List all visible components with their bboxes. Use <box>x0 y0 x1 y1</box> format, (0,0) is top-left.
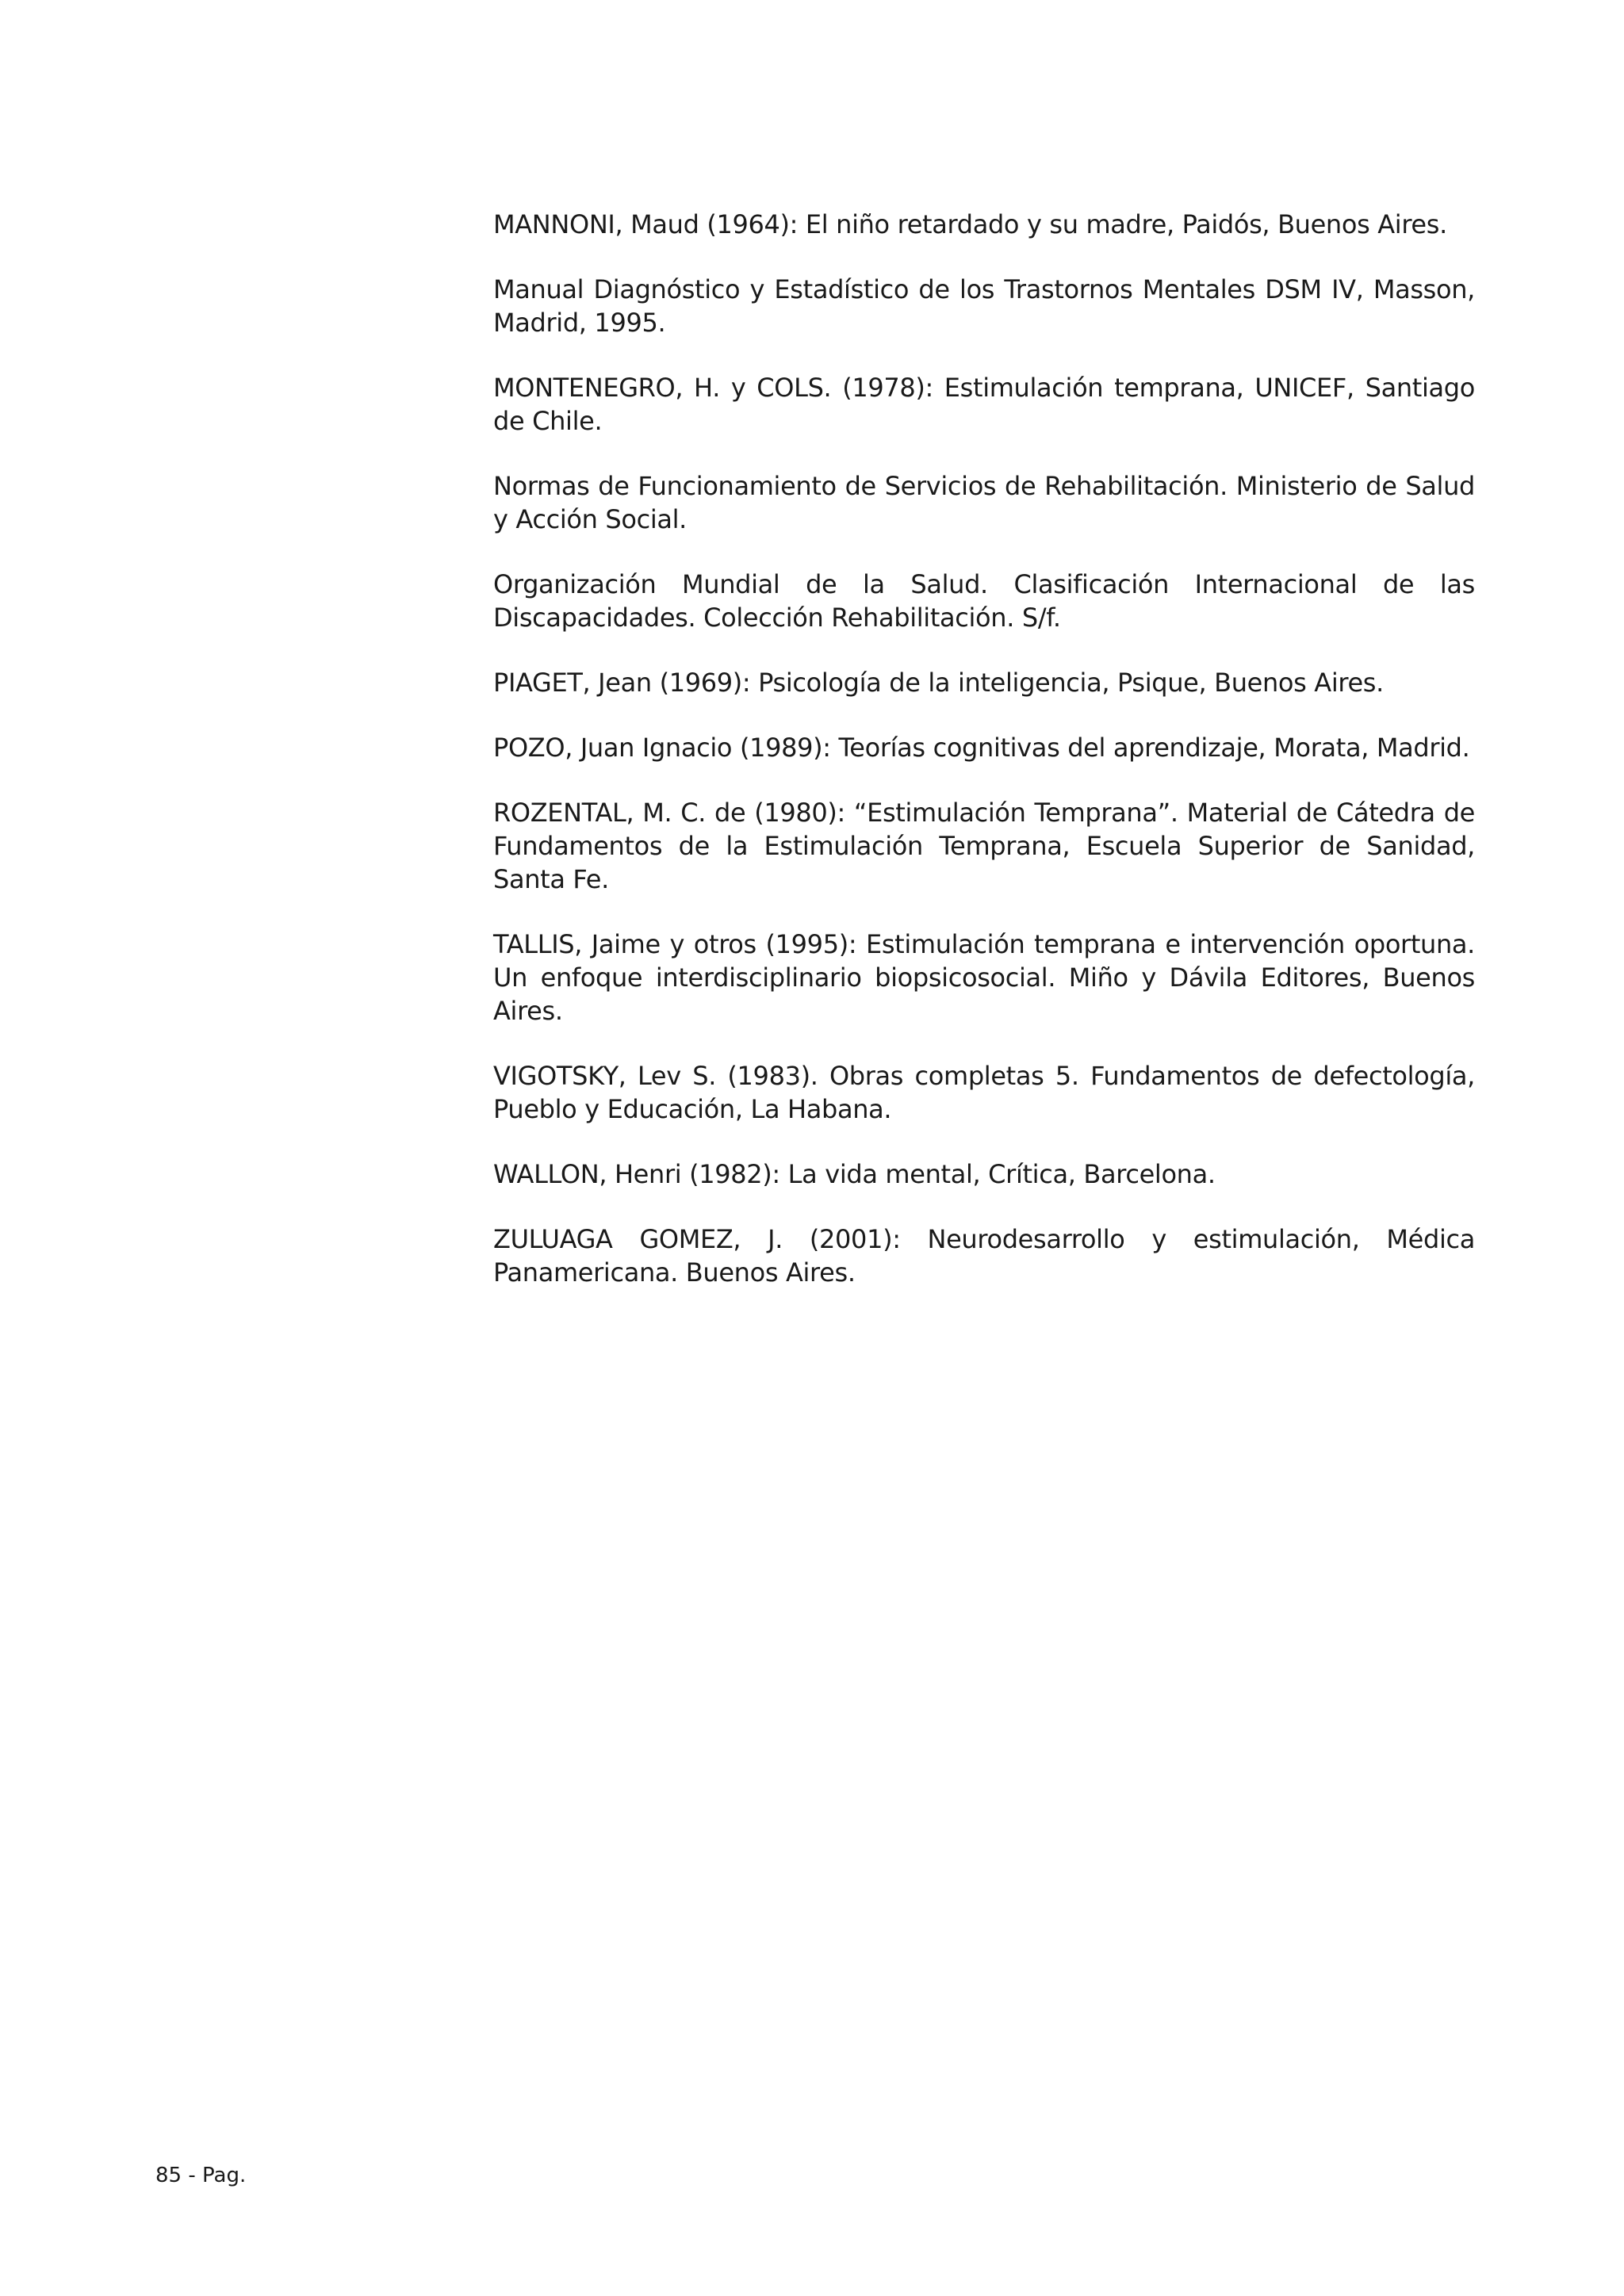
reference-entry: Normas de Funcionamiento de Servicios de Rehabilitación. Ministerio de Salud y Acción Social. <box>493 471 1475 534</box>
reference-entry: ZULUAGA GOMEZ, J. (2001): Neurodesarrollo y estimulación, Médica Panamericana. Buenos Aires. <box>493 1224 1475 1288</box>
reference-entry: WALLON, Henri (1982): La vida mental, Crítica, Barcelona. <box>493 1159 1216 1189</box>
reference-list <box>493 208 1475 1321</box>
reference-entry: Organización Mundial de la Salud. Clasificación Internacional de las Discapacidades. Colección Rehabilitación. S/f. <box>493 569 1475 633</box>
reference-entry: VIGOTSKY, Lev S. (1983). Obras completas 5. Fundamentos de defectología, Pueblo y Educación, La Habana. <box>493 1061 1475 1124</box>
reference-entry: PIAGET, Jean (1969): Psicología de la inteligencia, Psique, Buenos Aires. <box>493 668 1384 698</box>
reference-entry: MONTENEGRO, H. y COLS. (1978): Estimulación temprana, UNICEF, Santiago de Chile. <box>493 373 1475 436</box>
reference-entry: TALLIS, Jaime y otros (1995): Estimulación temprana e intervención oportuna. Un enfoque interdisciplinario biopsicosocial. Miño y Dávila Editores, Buenos Aires. <box>493 929 1475 1026</box>
reference-entry: Manual Diagnóstico y Estadístico de los Trastornos Mentales DSM IV, Masson, Madrid, 1995. <box>493 274 1475 338</box>
reference-entry: ROZENTAL, M. C. de (1980): “Estimulación Temprana”. Material de Cátedra de Fundamentos de la Estimulación Temprana, Escuela Superior de Sanidad, Santa Fe. <box>493 798 1475 894</box>
reference-entry: POZO, Juan Ignacio (1989): Teorías cognitivas del aprendizaje, Morata, Madrid. <box>493 733 1470 763</box>
page-number: 85 - Pag. <box>155 2164 247 2187</box>
reference-entry: MANNONI, Maud (1964): El niño retardado y su madre, Paidós, Buenos Aires. <box>493 209 1447 239</box>
